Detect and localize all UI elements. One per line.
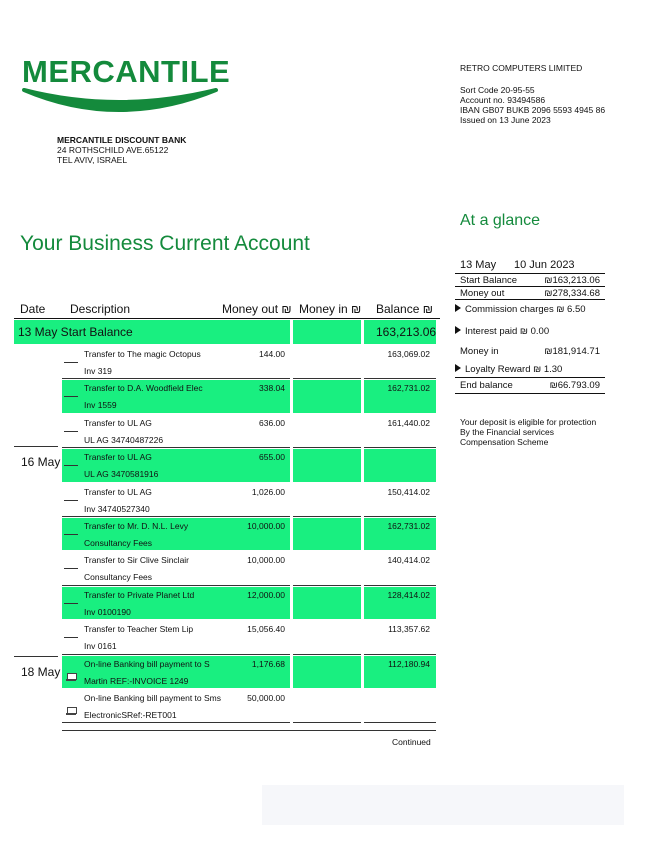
issued-date: Issued on 13 June 2023 — [460, 115, 551, 125]
row-highlight — [293, 656, 361, 688]
row-description-line2: ElectronicSRef:-RET001 — [84, 710, 177, 720]
triangle-icon — [455, 326, 461, 334]
header-money-in: Money in ₪ — [299, 302, 362, 316]
glance-divider — [455, 273, 605, 274]
row-money-out: 10,000.00 — [247, 555, 285, 566]
account-number: Account no. 93494586 — [460, 95, 546, 105]
row-balance: 140,414.02 — [387, 555, 430, 566]
glance-end-balance-value: ₪66.793.09 — [549, 380, 600, 391]
row-highlight — [293, 380, 361, 412]
logo-swoosh — [18, 52, 231, 122]
protection-line2: By the Financial services — [460, 427, 555, 437]
bank-address-line1: 24 ROTHSCHILD AVE.65122 — [57, 145, 169, 155]
row-description-line2: Inv 34740527340 — [84, 503, 150, 514]
glance-money-in-value: ₪181,914.71 — [544, 346, 600, 357]
row-divider — [293, 447, 361, 448]
row-description-line1: Transfer to Private Planet Ltd — [84, 589, 195, 600]
row-divider — [293, 516, 361, 517]
row-money-out: 1,176.68 — [251, 658, 285, 669]
row-description-line2: Consultancy Fees — [84, 538, 153, 548]
row-money-out: 655.00 — [259, 452, 285, 463]
company-name: RETRO COMPUTERS LIMITED — [460, 63, 583, 73]
continued-label: Continued — [392, 737, 431, 747]
row-balance: 150,414.02 — [387, 486, 430, 497]
row-description-line1: Transfer to UL AG — [84, 486, 152, 497]
row-description-line2: Inv 1559 — [84, 400, 117, 411]
row-divider — [293, 378, 361, 379]
sort-code: Sort Code 20-95-55 — [460, 85, 535, 95]
row-money-out: 636.00 — [259, 417, 285, 428]
bank-logo — [18, 52, 231, 122]
header-divider — [14, 318, 440, 319]
glance-divider — [455, 377, 605, 378]
glance-start-balance-label: Start Balance — [460, 275, 518, 286]
row-description-line2: Martin REF:-INVOICE 1249 — [84, 675, 189, 686]
triangle-icon — [455, 364, 461, 372]
row-highlight — [293, 449, 361, 481]
glance-divider — [455, 393, 605, 394]
marker-line — [64, 362, 78, 363]
glance-date-to: 10 Jun 2023 — [514, 259, 575, 271]
row-divider — [293, 585, 361, 586]
glance-divider — [455, 299, 605, 300]
bank-address — [57, 135, 186, 165]
document-icon — [66, 673, 76, 681]
glance-interest-text: Interest paid ₪ 0.00 — [465, 326, 550, 337]
triangle-icon — [455, 304, 461, 312]
row-divider — [364, 447, 436, 448]
row-description-line1: Transfer to Mr. D. N.L. Levy — [84, 521, 189, 531]
row-divider — [62, 722, 290, 723]
row-description-line1: Transfer to The magic Octopus — [84, 349, 201, 359]
row-highlight — [293, 518, 361, 550]
table-end-line — [62, 730, 436, 731]
row-balance: 113,357.62 — [388, 624, 430, 635]
row-divider — [364, 516, 436, 517]
row-divider — [293, 722, 361, 723]
row-description-line2: Inv 0161 — [84, 641, 117, 652]
iban: IBAN GB07 BUKB 2096 5593 4945 86 — [460, 105, 606, 115]
marker-line — [64, 396, 78, 397]
glance-title: At a glance — [460, 212, 541, 229]
glance-commission-text: Commission charges ₪ 6.50 — [465, 304, 586, 315]
protection-note — [460, 417, 610, 447]
row-money-out: 1,026.00 — [251, 486, 285, 497]
glance-money-out-value: ₪278,334.68 — [544, 288, 600, 299]
header-date: Date — [20, 302, 46, 316]
glance-loyalty-text: Loyalty Reward ₪ 1.30 — [465, 364, 563, 375]
glance-end-balance-label: End balance — [460, 380, 513, 391]
marker-line — [64, 500, 78, 501]
glance-end-balance — [460, 380, 600, 391]
protection-line1: Your deposit is eligible for protection — [460, 417, 597, 427]
bank-address-line2: TEL AVIV, ISRAEL — [57, 155, 128, 165]
row-divider — [62, 585, 290, 586]
marker-line — [64, 465, 78, 466]
glance-loyalty — [455, 364, 605, 375]
glance-money-in — [460, 346, 600, 357]
row-highlight — [364, 449, 436, 481]
row-balance: 112,180.94 — [388, 658, 430, 669]
row-money-out: 15,056.40 — [247, 624, 285, 635]
account-info — [460, 63, 605, 125]
protection-line3: Compensation Scheme — [460, 437, 549, 447]
glance-money-out-label: Money out — [460, 288, 505, 299]
glance-period — [460, 259, 588, 271]
row-divider — [293, 654, 361, 655]
row-money-out: 144.00 — [259, 349, 285, 359]
start-balance-value: 163,213.06 — [376, 325, 437, 339]
marker-line — [64, 603, 78, 604]
document-icon — [66, 707, 76, 715]
row-money-out: 12,000.00 — [247, 589, 285, 600]
row-money-out: 10,000.00 — [247, 521, 285, 531]
row-description-line1: Transfer to Sir Clive Sinclair — [84, 555, 190, 566]
row-description-line1: Transfer to D.A. Woodfield Elec — [84, 383, 203, 394]
row-description-line1: On-line Banking bill payment to Sms — [84, 693, 222, 703]
row-description-line2: Consultancy Fees — [84, 572, 153, 583]
row-divider — [364, 378, 436, 379]
row-divider — [364, 654, 436, 655]
row-money-out: 338.04 — [259, 383, 285, 394]
group-divider — [14, 446, 58, 447]
glance-start-balance-value: ₪163,213.06 — [544, 275, 600, 286]
date-16-may: 16 May — [21, 455, 61, 469]
group-divider — [14, 656, 58, 657]
row-description-line2: UL AG 3470581916 — [84, 469, 159, 480]
row-balance: 162,731.02 — [387, 521, 430, 531]
faded-footer — [262, 785, 624, 825]
marker-line — [64, 637, 78, 638]
glance-start-balance — [460, 275, 600, 286]
marker-line — [64, 431, 78, 432]
row-description-line1: On-line Banking bill payment to S — [84, 658, 210, 669]
marker-line — [64, 534, 78, 535]
header-balance: Balance ₪ — [376, 302, 433, 316]
marker-line — [64, 568, 78, 569]
page-title: Your Business Current Account — [20, 232, 310, 255]
bank-name: MERCANTILE DISCOUNT BANK — [57, 135, 187, 145]
glance-divider — [455, 286, 605, 287]
glance-money-out — [460, 288, 600, 299]
logo-text: MERCANTILE — [22, 54, 231, 89]
row-money-out: 50,000.00 — [247, 693, 285, 703]
row-highlight — [293, 587, 361, 619]
row-divider — [62, 516, 290, 517]
row-description-line1: Transfer to UL AG — [84, 417, 152, 428]
row-description-line2: UL AG 34740487226 — [84, 434, 164, 445]
header-description: Description — [70, 302, 131, 316]
glance-date-from: 13 May — [460, 259, 497, 271]
row-divider — [62, 447, 290, 448]
row-balance: 128,414.02 — [387, 589, 430, 600]
row-description-line1: Transfer to UL AG — [84, 452, 152, 463]
row-description-line2: Inv 319 — [84, 366, 112, 376]
row-description-line2: Inv 0100190 — [84, 606, 131, 617]
glance-money-in-label: Money in — [460, 346, 499, 357]
row-balance: 163,069.02 — [387, 349, 430, 359]
row-divider — [62, 378, 290, 379]
glance-commission — [455, 304, 605, 315]
start-balance-in-bg — [293, 320, 361, 344]
row-divider — [62, 654, 290, 655]
row-divider — [364, 722, 436, 723]
glance-interest — [455, 326, 605, 337]
start-balance-label: 13 May Start Balance — [18, 325, 133, 339]
date-18-may: 18 May — [21, 665, 61, 679]
row-balance: 162,731.02 — [387, 383, 430, 394]
row-divider — [364, 585, 436, 586]
row-description-line1: Transfer to Teacher Stem Lip — [84, 624, 194, 635]
header-money-out: Money out ₪ — [222, 302, 292, 316]
row-balance: 161,440.02 — [387, 417, 430, 428]
